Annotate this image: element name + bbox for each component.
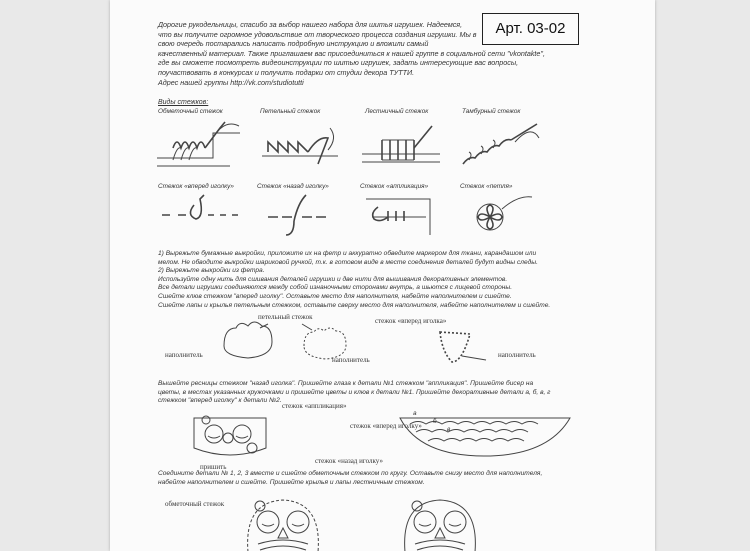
owl-front-illustration [238,492,328,551]
label-buttonhole-stitch: петельный стежок [258,313,313,321]
label-overcast-stitch: обметочный стежок [165,500,225,508]
label-filler-middle: наполнитель [332,356,370,364]
stitch-label-loop: Стежок «петля» [460,183,513,190]
owl-finished-illustration [395,492,485,551]
instruction-block-3: Соедините детали № 1, 2, 3 вместе и сшейте обметочным стежком по кругу. Оставьте снизу место для наполнителя, набейте наполнителем и сшейте. Пришейте крылья и лапы лестничным стежком. [158,470,543,486]
stitch-label-overcast: Обметочный стежок [158,108,223,115]
chain-stitch-illustration [455,118,550,173]
label-applique: стежок «аппликация» [282,402,347,410]
instruction-block-2: Вышейте ресницы стежком "назад иголка". Пришейте глаза к детали №1 стежком "аппликация". Пришейте бисер на цветы, в местах указанных кружочками и пришейте цветы и клюв к детали №1. Пришейте декоративные детали а, б, в, г стежком "вперед иголку" к детали №2. [158,380,551,405]
part-letter-v: в [447,426,451,433]
label-filler-left: наполнитель [165,351,203,359]
article-number: Арт. 03-02 [482,13,579,45]
applique-stitch-illustration [360,195,450,240]
stitch-label-chain: Тамбурный стежок [462,108,521,115]
paws-illustration [220,320,400,375]
belly-illustration [398,414,573,459]
overcast-stitch-illustration [155,118,245,173]
label-sew-on: пришить [200,463,227,471]
label-forward-needle: стежок «вперед иголка» [375,317,447,325]
intro-text: Дорогие рукодельницы, спасибо за выбор нашего набора для шитья игрушек. Надеемся, что вы получите огромное удовольствие от творческого процесса создания игрушки. Мы в свою очередь постарались написать подробную инструкцию и вложили самый качественный материал. Также приглашаем вас присоединиться к нашей группе в социальной сети "vkontakte", где вы сможете посмотреть видеоинструкции по шитью игрушек, задать интересующие вас вопросы, поучаствовать в конкурсах и получить подарки от студии декора ТУТТИ. Адрес нашей группы http://vk.com/studiotutti [158,20,545,87]
label-backstitch: стежок «назад иголку» [315,457,383,465]
forward-stitch-illustration [158,195,248,240]
part-letter-b: б [433,418,437,425]
label-forward-needle-2: стежок «вперед иголку» [350,422,422,430]
instruction-block-1: 1) Вырежьте бумажные выкройки, приложите их на фетр и аккуратно обведите маркером для ткани, карандашом или мелом. Не обводите выкройки шариковой ручкой, т.к. в готовом виде в месте соединения деталей будут видны следы. 2) Вырежьте выкройки из фетра. Используйте одну нить для сшивания деталей игрушки и две нити для вышивания декоративных элементов. Все детали игрушки соединяются между собой изнаночными сторонами внутрь, а шьются с лицевой стороны. Сшейте клюв стежком "вперед иголку". Оставьте место для наполнителя, набейте наполнителем и сшейте. Сшейте лапы и крылья петельным стежком, оставьте сверху место для наполнителя, набейте наполнителем и сшейте. [158,250,551,309]
instruction-sheet [110,0,655,551]
beak-illustration [430,328,490,368]
back-stitch-illustration [258,195,348,240]
stitch-label-back: Стежок «назад иголку» [257,183,329,190]
label-filler-right: наполнитель [498,351,536,359]
stitches-section-title: Виды стежков: [158,99,209,106]
part-letter-a: а [413,410,417,417]
stitch-label-forward: Стежок «вперед иголку» [158,183,234,190]
stitch-label-ladder: Лестничный стежок [365,108,429,115]
stitch-label-buttonhole: Петельный стежок [260,108,321,115]
eyes-flowers-illustration [190,408,270,463]
loop-stitch-illustration [460,195,550,240]
stitch-label-applique: Стежок «аппликация» [360,183,429,190]
ladder-stitch-illustration [360,118,450,173]
buttonhole-stitch-illustration [258,118,348,173]
